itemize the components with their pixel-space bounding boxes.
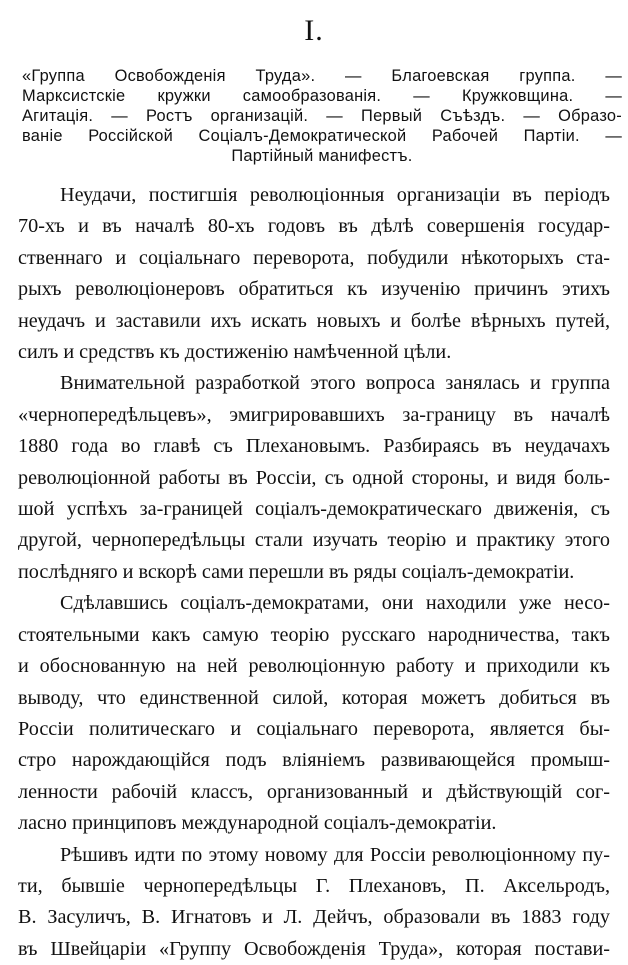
synopsis-line: «Группа Освобожденія Труда». — Благоевская группа. —	[22, 67, 622, 85]
paragraph-2-line: революціонной работы въ Россіи, съ одной стороны, и видя боль-	[18, 466, 610, 489]
paragraph-3-line: ласно принциповъ международной соціалъ-демократіи.	[18, 812, 497, 835]
paragraph-3-line: и обоснованную на ней революціонную работу и приходили къ	[18, 655, 610, 678]
paragraph-4-line: В. Засуличъ, В. Игнатовъ и Л. Дейчъ, образовали въ 1883 году	[18, 906, 610, 929]
synopsis-line: Марксистскіе кружки самообразованія. — Кружковщина. —	[22, 87, 622, 105]
synopsis-line: Агитація. — Ростъ организацій. — Первый Съѣздъ. — Образо-	[22, 107, 622, 125]
paragraph-2-line: послѣдняго и вскорѣ сами перешли въ ряды соціалъ-демократіи.	[18, 560, 575, 583]
paragraph-3-line: стро нарождающійся подъ вліяніемъ развивающейся промыш-	[18, 749, 610, 772]
synopsis-line: ваніе Россійской Соціалъ-Демократической Рабочей Партіи. —	[22, 127, 622, 145]
paragraph-4-line: въ Швейцаріи «Группу Освобожденія Труда», которая постави-	[18, 937, 610, 960]
paragraph-1-line: рыхъ революціонеровъ обратиться къ изученію причинъ этихъ	[18, 278, 610, 301]
paragraph-1-line: ственнаго и соціальнаго переворота, побудили нѣкоторыхъ ста-	[18, 246, 610, 269]
paragraph-1-line: силъ и средствъ къ достиженію намѣченной цѣли.	[18, 341, 452, 364]
paragraph-2-line: «чернопередѣльцевъ», эмигрировавшихъ за-границу въ началѣ	[18, 403, 610, 426]
chapter-synopsis	[22, 66, 622, 166]
synopsis-line: Партійный манифестъ.	[231, 147, 413, 165]
paragraph-3-line: Сдѣлавшись соціалъ-демократами, они находили уже несо-	[60, 592, 610, 615]
paragraph-3-line: выводу, что единственной силой, которая можетъ добиться въ	[18, 686, 610, 709]
paragraph-1-line: 70-хъ и въ началѣ 80-хъ годовъ въ дѣлѣ совершенія государ-	[18, 215, 610, 238]
paragraph-3-line: Россіи политическаго и соціальнаго переворота, является бы-	[18, 717, 610, 740]
paragraph-4-line: ти, бывшіе чернопередѣльцы Г. Плехановъ, П. Аксельродъ,	[18, 874, 610, 897]
chapter-number: I.	[304, 14, 324, 47]
paragraph-1-line: Неудачи, постигшія революціонныя организаціи въ періодъ	[60, 184, 610, 206]
paragraph-3-line: стоятельными какъ самую теорію русскаго народничества, такъ	[18, 623, 610, 646]
paragraph-3-line: ленности рабочій классъ, организованный и дѣйствующій сог-	[18, 780, 610, 803]
paragraph-1-line: неудачъ и заставили ихъ искать новыхъ и болѣе вѣрныхъ путей,	[18, 309, 610, 332]
paragraph-2-line: Внимательной разработкой этого вопроса занялась и группа	[60, 372, 610, 395]
chapter-body	[18, 180, 610, 965]
paragraph-2-line: шой успѣхъ за-границей соціалъ-демократическаго движенія, съ	[18, 498, 610, 521]
paragraph-2-line: другой, чернопередѣльцы стали изучать теорію и практику этого	[18, 529, 610, 552]
paragraph-4-line: Рѣшивъ идти по этому новому для Россіи революціонному пу-	[60, 843, 610, 866]
paragraph-2-line: 1880 года во главѣ съ Плехановымъ. Разбираясь въ неудачахъ	[18, 435, 610, 458]
